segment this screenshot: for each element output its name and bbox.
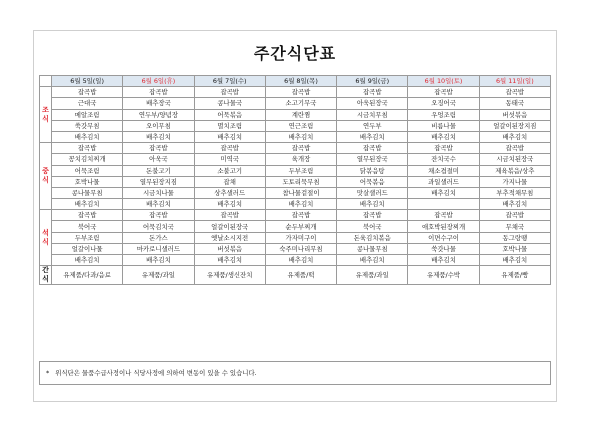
menu-cell: 배추김치 — [479, 131, 550, 142]
menu-cell: 배추김치 — [408, 255, 479, 266]
menu-cell: 배추김치 — [337, 199, 408, 210]
notice-text: 위식단은 물품수급사정이나 식당사정에 의하여 변동이 있을 수 있습니다. — [55, 369, 257, 377]
menu-cell: 아욱국 — [123, 154, 194, 165]
menu-cell: 잡곡밥 — [265, 87, 336, 98]
menu-cell: 어묵김치국 — [123, 221, 194, 232]
menu-cell: 배추김치 — [123, 131, 194, 142]
menu-cell: 가자미구이 — [265, 232, 336, 243]
menu-cell: 유제품/수박 — [408, 266, 479, 285]
menu-cell: 북어국 — [337, 221, 408, 232]
menu-cell: 육개장 — [265, 154, 336, 165]
table-row — [40, 210, 551, 221]
menu-cell: 오징어국 — [408, 98, 479, 109]
menu-cell: 유제품/과일 — [337, 266, 408, 285]
menu-cell: 메알조림 — [52, 109, 123, 120]
menu-cell: 상추샐러드 — [194, 187, 265, 198]
menu-cell: 계란찜 — [265, 109, 336, 120]
menu-cell: 얼갈이된장국 — [194, 221, 265, 232]
day-header-row — [40, 76, 551, 87]
menu-cell: 잡곡밥 — [123, 87, 194, 98]
menu-cell: 배추김치 — [123, 255, 194, 266]
menu-cell: 애호박된장찌개 — [408, 221, 479, 232]
menu-cell: 버섯볶음 — [194, 243, 265, 254]
menu-cell: 얼갈이된장지짐 — [479, 120, 550, 131]
table-row — [40, 221, 551, 232]
menu-cell: 잡곡밥 — [194, 143, 265, 154]
menu-cell: 잡곡밥 — [337, 87, 408, 98]
menu-cell: 잡곡밥 — [194, 210, 265, 221]
menu-cell: 잡채 — [194, 176, 265, 187]
table-row — [40, 176, 551, 187]
menu-cell: 무채국 — [479, 221, 550, 232]
menu-cell: 두부조림 — [265, 165, 336, 176]
menu-cell: 미역국 — [194, 154, 265, 165]
menu-cell: 배추김치 — [479, 199, 550, 210]
menu-cell: 배추김치 — [337, 255, 408, 266]
menu-cell: 제육볶음/상추 — [479, 165, 550, 176]
menu-cell: 얼갈이나물 — [52, 243, 123, 254]
menu-cell: 돈육김치볶음 — [337, 232, 408, 243]
menu-cell: 배추김치 — [479, 255, 550, 266]
menu-cell: 멸치조림 — [194, 120, 265, 131]
menu-cell: 콩나물국 — [194, 98, 265, 109]
menu-cell: 배추김치 — [337, 131, 408, 142]
menu-cell: 잡곡밥 — [408, 210, 479, 221]
menu-cell: 잡곡밥 — [479, 143, 550, 154]
menu-cell: 시금치나물 — [123, 187, 194, 198]
menu-cell: 시금치무침 — [337, 109, 408, 120]
table-row — [40, 199, 551, 210]
menu-cell: 잡곡밥 — [194, 87, 265, 98]
menu-cell: 잔치국수 — [408, 154, 479, 165]
menu-cell: 잡곡밥 — [52, 210, 123, 221]
menu-page — [33, 30, 557, 402]
menu-cell: 가지나물 — [479, 176, 550, 187]
meal-label: 조 식 — [40, 87, 52, 143]
page-title: 주간식단표 — [253, 44, 337, 63]
menu-cell: 잡곡밥 — [408, 143, 479, 154]
menu-cell: 배추김치 — [123, 199, 194, 210]
menu-cell: 시금치된장국 — [479, 154, 550, 165]
menu-cell: 잡곡밥 — [408, 87, 479, 98]
meal-label: 석 식 — [40, 210, 52, 266]
menu-cell: 맛살샐러드 — [337, 187, 408, 198]
menu-cell: 소고기무국 — [265, 98, 336, 109]
menu-cell: 잡곡밥 — [479, 210, 550, 221]
menu-cell: 잡곡밥 — [337, 210, 408, 221]
table-row — [40, 109, 551, 120]
table-row — [40, 232, 551, 243]
day-header: 6월 9일(금) — [337, 76, 408, 87]
menu-cell: 콩나물무침 — [52, 187, 123, 198]
menu-cell: 돈불고기 — [123, 165, 194, 176]
menu-cell: 열무된장국 — [337, 154, 408, 165]
menu-cell: 배추김치 — [265, 255, 336, 266]
menu-cell: 도토리묵무침 — [265, 176, 336, 187]
menu-cell: 연두부/양념장 — [123, 109, 194, 120]
menu-cell: 잡곡밥 — [123, 210, 194, 221]
corner-cell — [40, 76, 52, 87]
menu-cell: 배추김치 — [52, 255, 123, 266]
table-row — [40, 131, 551, 142]
menu-cell: 순두부찌개 — [265, 221, 336, 232]
table-row — [40, 120, 551, 131]
menu-cell: 잡곡밥 — [52, 87, 123, 98]
menu-cell: 유제품/과일 — [123, 266, 194, 285]
menu-cell — [408, 199, 479, 210]
menu-cell: 우엉조림 — [408, 109, 479, 120]
menu-cell: 호박나물 — [52, 176, 123, 187]
meal-label: 간 식 — [40, 266, 52, 285]
menu-cell: 호박나물 — [479, 243, 550, 254]
table-row — [40, 165, 551, 176]
menu-cell: 옛날소시지전 — [194, 232, 265, 243]
day-header: 6월 10일(토) — [408, 76, 479, 87]
menu-cell: 배추김치 — [194, 255, 265, 266]
menu-cell: 돈가스 — [123, 232, 194, 243]
menu-cell: 잡곡밥 — [337, 143, 408, 154]
day-header: 6월 7일(수) — [194, 76, 265, 87]
meal-label: 중 식 — [40, 143, 52, 210]
table-row — [40, 266, 551, 285]
menu-cell: 닭볶음탕 — [337, 165, 408, 176]
menu-cell: 배추김치 — [194, 131, 265, 142]
table-row — [40, 143, 551, 154]
menu-cell: 배추김치 — [265, 199, 336, 210]
notice-box — [39, 361, 551, 385]
menu-cell: 쑥갓무침 — [52, 120, 123, 131]
menu-cell: 배추김치 — [52, 131, 123, 142]
menu-cell: 버섯볶음 — [479, 109, 550, 120]
menu-cell: 유제품/다과/음료 — [52, 266, 123, 285]
menu-cell: 배추김치 — [265, 131, 336, 142]
table-row — [40, 255, 551, 266]
menu-cell: 배추김치 — [408, 131, 479, 142]
menu-cell: 잡곡밥 — [52, 143, 123, 154]
menu-cell: 근대국 — [52, 98, 123, 109]
menu-cell: 유제품/빵 — [479, 266, 550, 285]
menu-cell: 두부조림 — [52, 232, 123, 243]
menu-cell: 소불고기 — [194, 165, 265, 176]
menu-cell: 배추김치 — [408, 187, 479, 198]
menu-cell: 비름나물 — [408, 120, 479, 131]
day-header: 6월 5일(일) — [52, 76, 123, 87]
menu-cell: 잡곡밥 — [123, 143, 194, 154]
menu-cell: 채소겹절미 — [408, 165, 479, 176]
day-header: 6월 8일(목) — [265, 76, 336, 87]
menu-cell: 열무된장지짐 — [123, 176, 194, 187]
menu-cell: 과일샐러드 — [408, 176, 479, 187]
day-header: 6월 11일(일) — [479, 76, 550, 87]
weekly-menu-table — [39, 75, 551, 285]
table-row — [40, 243, 551, 254]
menu-cell: 아욱된장국 — [337, 98, 408, 109]
menu-cell: 배추장국 — [123, 98, 194, 109]
menu-cell: 이면수구이 — [408, 232, 479, 243]
table-row — [40, 87, 551, 98]
menu-cell: 잡곡밥 — [265, 143, 336, 154]
table-row — [40, 98, 551, 109]
menu-cell: 부추적채무침 — [479, 187, 550, 198]
menu-cell: 배추김치 — [52, 199, 123, 210]
menu-cell: 마카로니샐러드 — [123, 243, 194, 254]
menu-cell: 어묵볶음 — [337, 176, 408, 187]
table-row — [40, 154, 551, 165]
menu-cell: 연두부 — [337, 120, 408, 131]
menu-cell: 쑥갓나물 — [408, 243, 479, 254]
menu-cell: 유제품/생신잔치 — [194, 266, 265, 285]
menu-body — [40, 87, 551, 285]
menu-cell: 어묵볶음 — [194, 109, 265, 120]
menu-cell: 북어국 — [52, 221, 123, 232]
menu-cell: 참나물겉절이 — [265, 187, 336, 198]
menu-cell: 어묵조림 — [52, 165, 123, 176]
menu-cell: 배추김치 — [194, 199, 265, 210]
menu-cell: 연근조림 — [265, 120, 336, 131]
menu-cell: 꽁치김치찌개 — [52, 154, 123, 165]
menu-cell: 숙주미나리무침 — [265, 243, 336, 254]
menu-cell: 동태국 — [479, 98, 550, 109]
menu-cell: 유제품/떡 — [265, 266, 336, 285]
menu-cell: 콩나물무침 — [337, 243, 408, 254]
menu-cell: 동그랑땡 — [479, 232, 550, 243]
menu-cell: 잡곡밥 — [479, 87, 550, 98]
table-row — [40, 187, 551, 198]
notice-bullet: * — [46, 369, 50, 377]
day-header: 6월 6일(휴) — [123, 76, 194, 87]
menu-cell: 잡곡밥 — [265, 210, 336, 221]
menu-cell: 오이무침 — [123, 120, 194, 131]
